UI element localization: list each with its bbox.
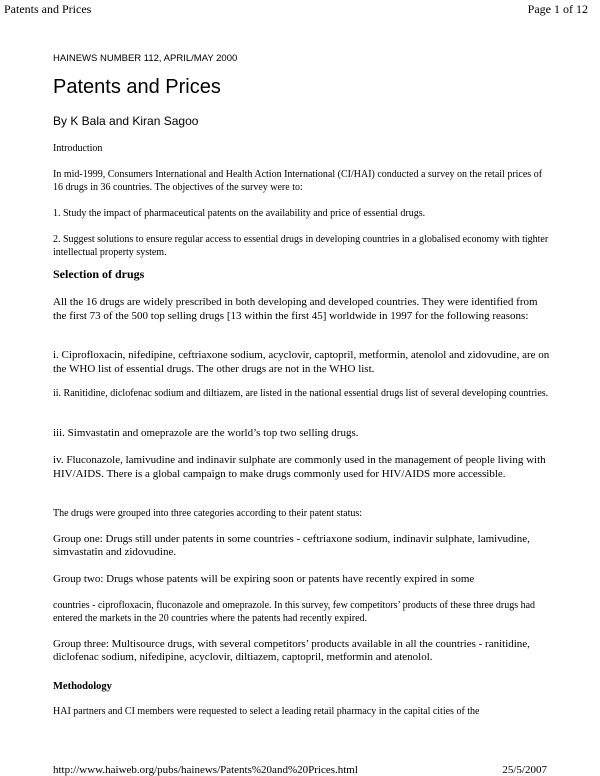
group-one: Group one: Drugs still under patents in some countries - ceftriaxone sodium, indinavir sulphate, lamivudine, simvastatin and zidovudine.	[53, 533, 530, 558]
print-header-page-number: Page 1 of 12	[527, 2, 588, 16]
intro-paragraph: In mid-1999, Consumers International and Health Action International (CI/HAI) conducted a survey on the retail prices of 16 drugs in 36 countries. The objectives of the survey were to:	[53, 169, 543, 193]
methodology-paragraph: HAI partners and CI members were requested to select a leading retail pharmacy in the capital cities of the	[53, 706, 480, 717]
intro-label: Introduction	[53, 143, 103, 154]
objective-1: 1. Study the impact of pharmaceutical patents on the availability and price of essential drugs.	[53, 208, 426, 219]
group-three: Group three: Multisource drugs, with several competitors’ products available in all the countries - ranitidine, diclofenac sodium, nifedipine, acyclovir, diltiazem, captopril, metformin and atenolol.	[53, 638, 530, 663]
section-heading-selection: Selection of drugs	[53, 267, 145, 281]
group-two-line-1: Group two: Drugs whose patents will be expiring soon or patents have recently expired in some	[53, 573, 475, 585]
issue-line: HAINEWS NUMBER 112, APRIL/MAY 2000	[53, 53, 238, 64]
byline: By K Bala and Kiran Sagoo	[53, 114, 199, 128]
print-footer-url: http://www.haiweb.org/pubs/hainews/Patents%20and%20Prices.html	[53, 764, 358, 776]
reason-ii: ii. Ranitidine, diclofenac sodium and diltiazem, are listed in the national essential drugs list of several developing countries.	[53, 388, 549, 399]
print-footer-date: 25/5/2007	[502, 764, 547, 776]
selection-paragraph: All the 16 drugs are widely prescribed in both developing and developed countries. They were identified from the first 73 of the 500 top selling drugs [13 within the first 45] worldwide in 1997 for the following reasons:	[53, 296, 538, 322]
group-two-line-2: countries - ciprofloxacin, fluconazole and omeprazole. In this survey, few competitors’ products of these three drugs had entered the markets in the 20 countries where the patents had recently expired.	[53, 600, 536, 624]
page-title: Patents and Prices	[53, 76, 221, 98]
reason-iii: iii. Simvastatin and omeprazole are the world’s top two selling drugs.	[53, 427, 359, 439]
section-heading-methodology: Methodology	[53, 681, 112, 692]
objective-2: 2. Suggest solutions to ensure regular access to essential drugs in developing countries in a globalised economy with tighter intellectual property system.	[53, 234, 549, 258]
grouping-paragraph: The drugs were grouped into three categories according to their patent status:	[53, 508, 363, 519]
reason-i: i. Ciprofloxacin, nifedipine, ceftriaxone sodium, acyclovir, captopril, metformin, atenolol and zidovudine, are on the WHO list of essential drugs. The other drugs are not in the WHO list.	[53, 349, 550, 375]
reason-iv: iv. Fluconazole, lamivudine and indinavir sulphate are commonly used in the management of people living with HIV/AIDS. There is a global campaign to make drugs commonly used for HIV/AIDS more accessible.	[53, 454, 546, 480]
print-header-title: Patents and Prices	[4, 2, 92, 16]
